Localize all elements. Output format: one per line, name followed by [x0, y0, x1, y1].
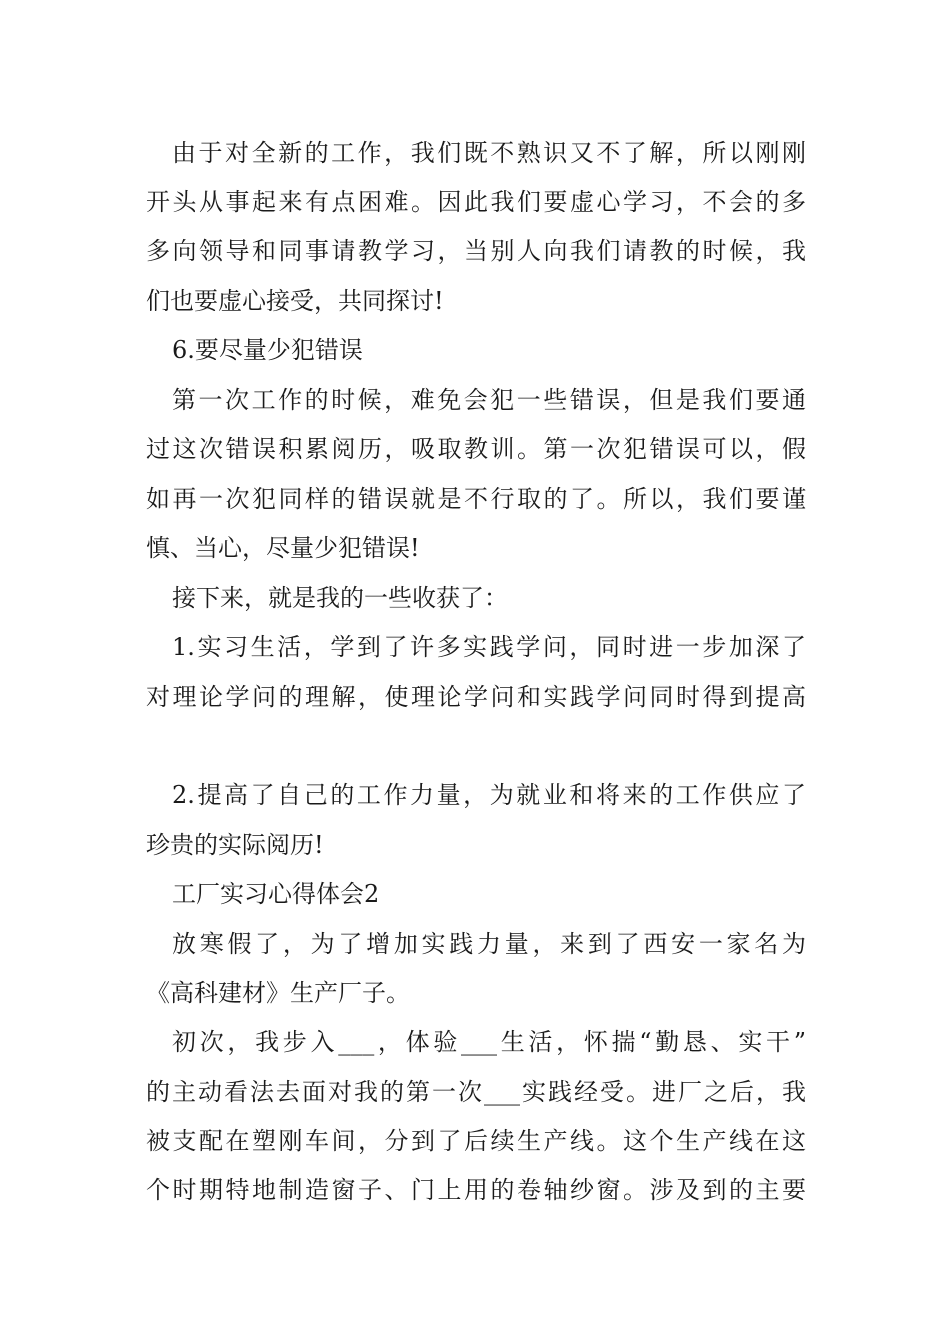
- list-item-line: 对理论学问的理解，使理论学问和实践学问同时得到提高: [146, 683, 806, 711]
- paragraph-line: 慎、当心，尽量少犯错误!: [146, 534, 420, 562]
- paragraph-line: 多向领导和同事请教学习，当别人向我们请教的时候，我: [146, 237, 806, 265]
- paragraph-line: 如再一次犯同样的错误就是不行取的了。所以，我们要谨: [146, 485, 806, 513]
- section-heading: 工厂实习心得体会2: [172, 880, 380, 908]
- paragraph-line: 放寒假了，为了增加实践力量，来到了西安一家名为: [172, 930, 806, 958]
- section-heading: 6.要尽量少犯错误: [172, 336, 363, 364]
- paragraph-line: 的主动看法去面对我的第一次___实践经受。进厂之后，我: [146, 1078, 806, 1106]
- paragraph-line: 被支配在塑刚车间，分到了后续生产线。这个生产线在这: [146, 1127, 806, 1155]
- list-item-line: 1.实习生活，学到了许多实践学问，同时进一步加深了: [172, 633, 806, 661]
- paragraph-line: 初次，我步入___，体验___生活，怀揣“勤恳、实干”: [172, 1028, 806, 1056]
- paragraph-line: 第一次工作的时候，难免会犯一些错误，但是我们要通: [172, 386, 806, 414]
- list-item-line: 珍贵的实际阅历!: [146, 831, 324, 859]
- paragraph-line: 过这次错误积累阅历，吸取教训。第一次犯错误可以，假: [146, 435, 806, 463]
- paragraph-line: 们也要虚心接受，共同探讨!: [146, 287, 444, 315]
- paragraph-line: 个时期特地制造窗子、门上用的卷轴纱窗。涉及到的主要: [146, 1176, 806, 1204]
- list-item-line: 2.提高了自己的工作力量，为就业和将来的工作供应了: [172, 781, 806, 809]
- paragraph-line: 由于对全新的工作，我们既不熟识又不了解，所以刚刚: [172, 139, 806, 167]
- paragraph-line: 接下来，就是我的一些收获了：: [172, 584, 508, 612]
- paragraph-line: 《高科建材》生产厂子。: [146, 979, 410, 1007]
- paragraph-line: 开头从事起来有点困难。因此我们要虚心学习，不会的多: [146, 188, 806, 216]
